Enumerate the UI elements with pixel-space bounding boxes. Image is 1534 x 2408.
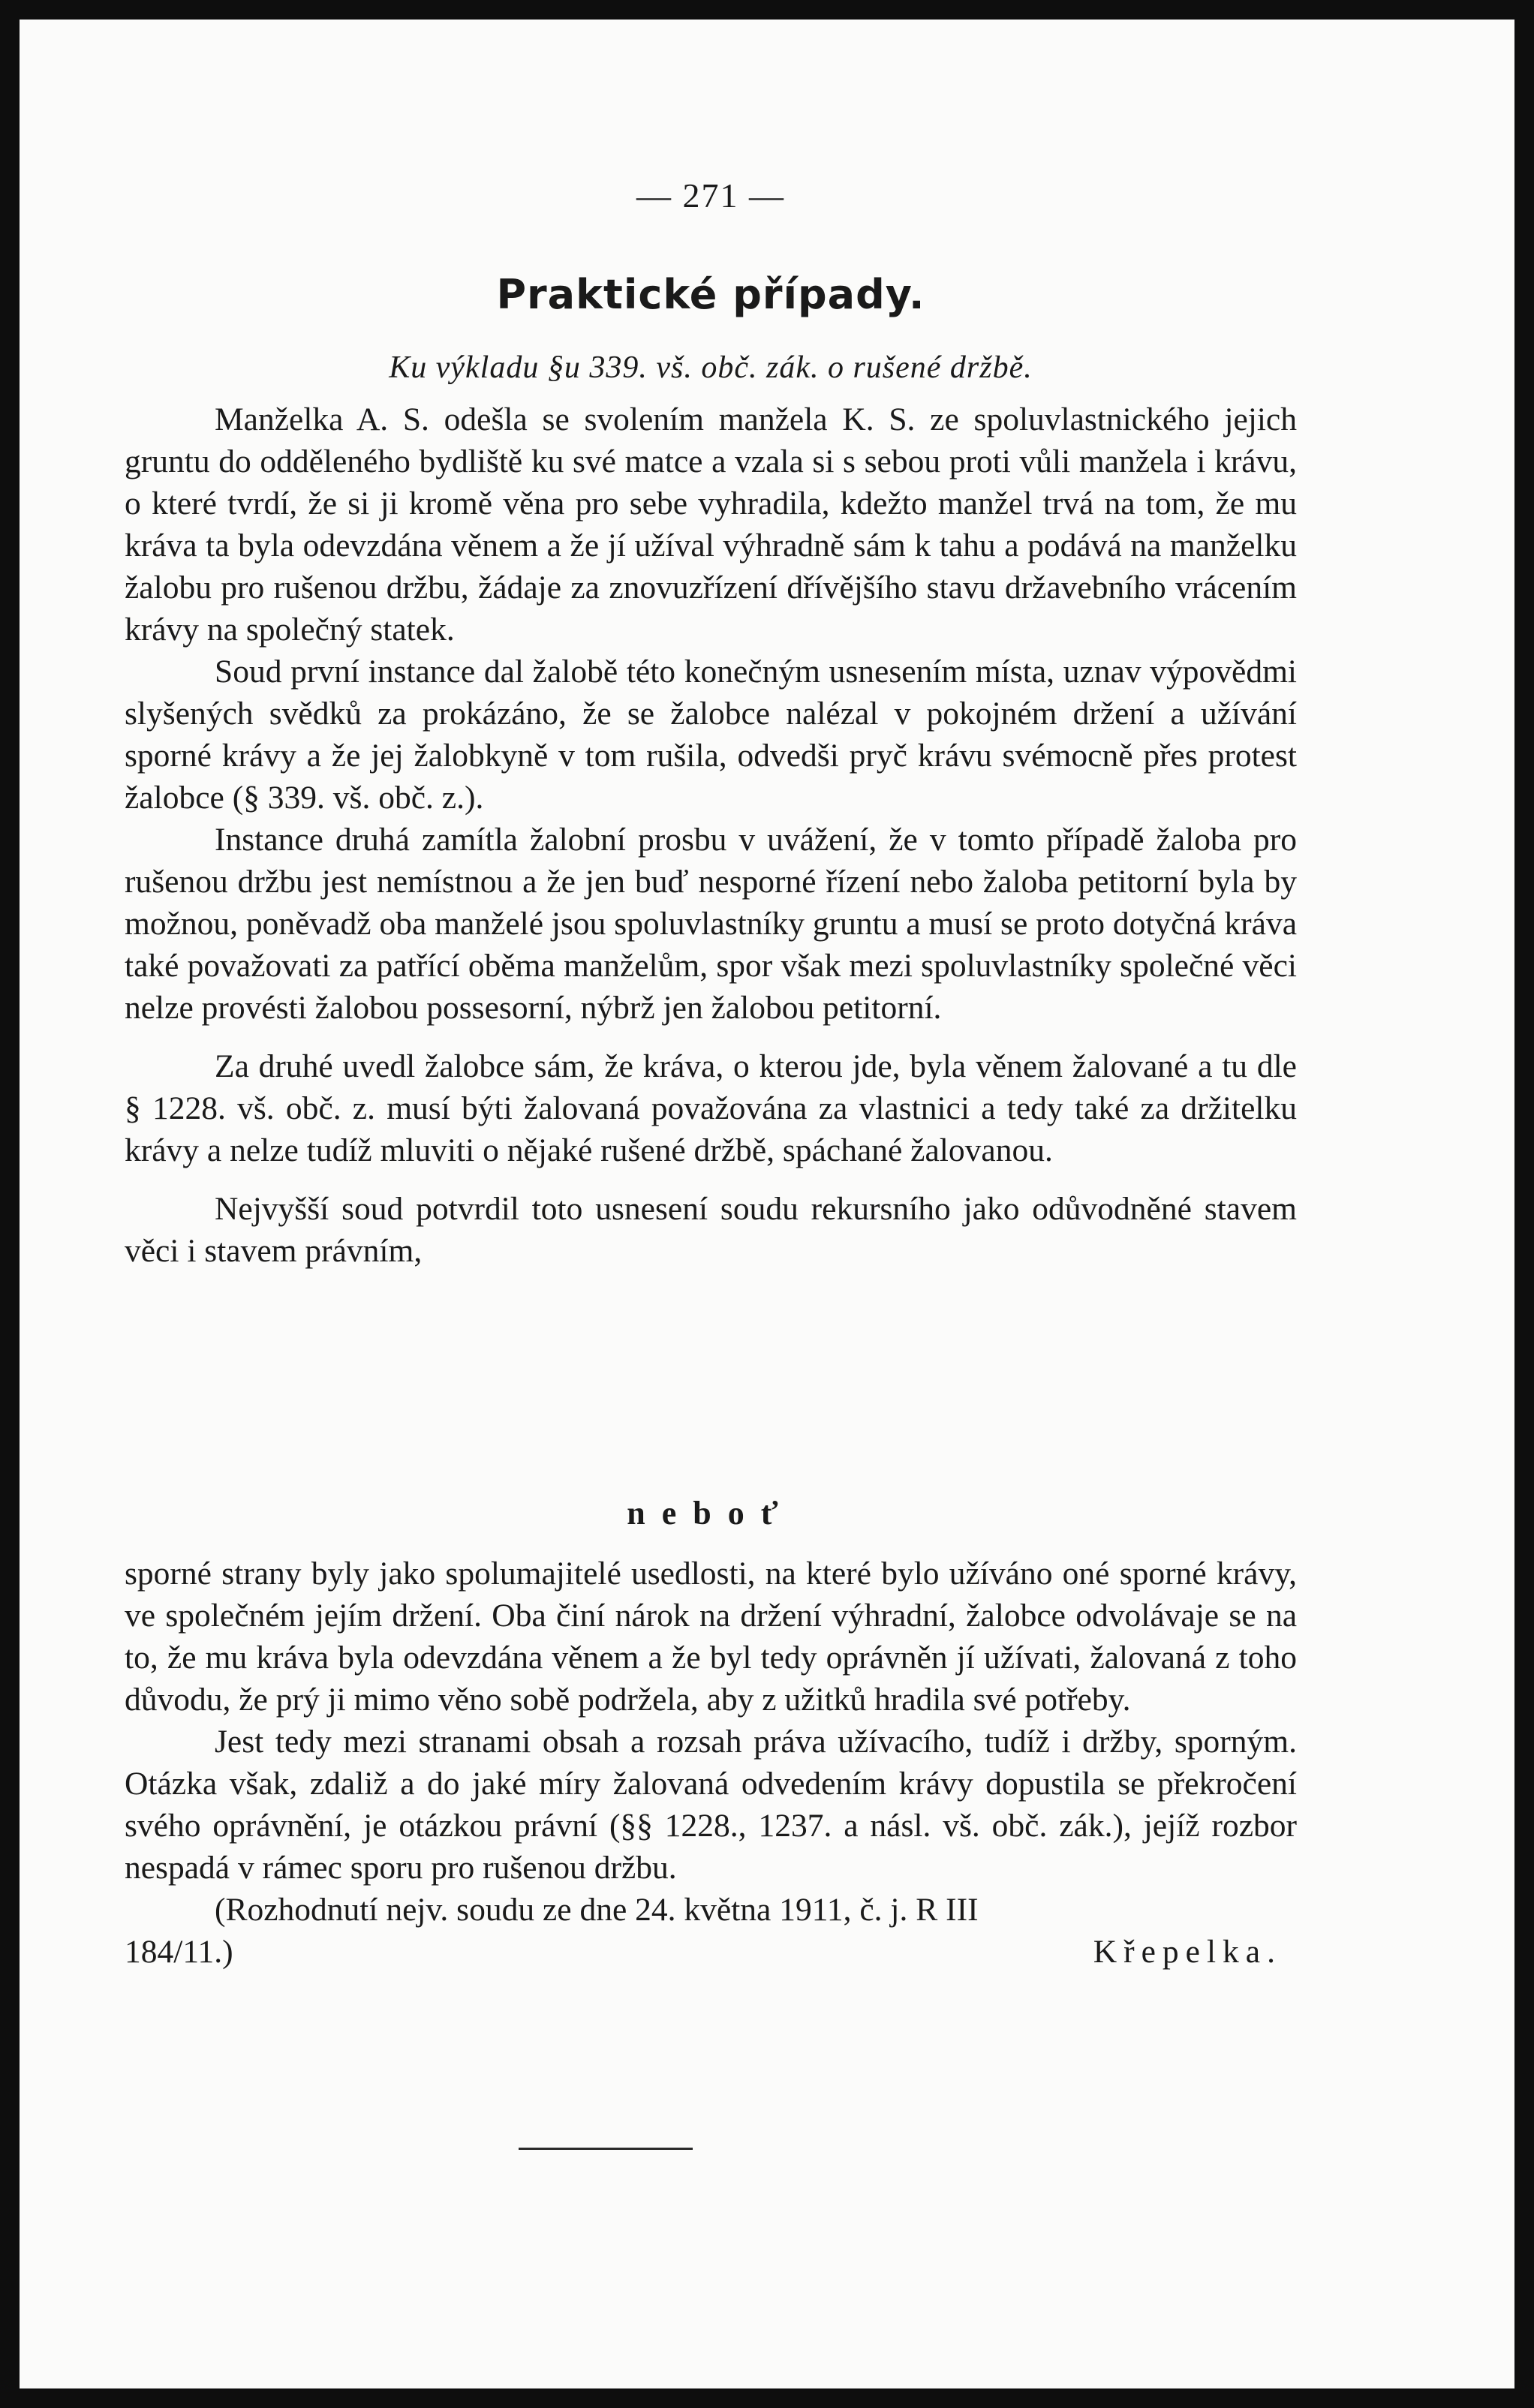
court-citation: (Rozhodnutí nejv. soudu ze dne 24. května 1911, č. j. R III [215,1892,979,1928]
paragraph: Instance druhá zamítla žalobní prosbu v uvážení, že v tomto případě žaloba pro rušenou držbu jest nemístnou a že jen buď nesporné řízení nebo žaloba petitorní byla by možnou, poněvadž oba manželé jsou spoluvlastníky gruntu a musí se proto dotyčná kráva také považovati za patřící oběma manželům, spor však mezi spoluvlastníky společné věci nelze provésti žalobou possesorní, nýbrž jen žalobou petitorní. [125,822,1298,1026]
paragraph: sporné strany byly jako spolumajitelé usedlosti, na které bylo užíváno oné sporné krávy, ve společném jejím držení. Oba činí nárok na držení výhradní, žalobce odvolávaje se na to, že mu kráva byla odevzdána věnem a že byl tedy oprávněn jí užívati, žalovaná z toho důvodu, že prý ji mimo věno sobě podržela, aby z užitků hradila své potřeby. [125,1556,1297,1718]
paragraph: Manželka A. S. odešla se svolením manžela K. S. ze spoluvlastnického jejich gruntu do odděleného bydliště ku své matce a vzala si s sebou proti vůli manžela i krávu, o které tvrdí, že si ji kromě věna pro sebe vyhradila, kdežto manžel trvá na tom, že mu kráva ta byla odevzdána věnem a že jí užíval výhradně sám k tahu a podává na manželku žalobu pro rušenou držbu, žádaje za znovuzřízení dřívějšího stavu državebního vrácením krávy na společný statek. [125,401,1297,648]
citation-reference: 184/11.) [125,1934,233,1970]
end-rule-divider [519,2148,693,2150]
signature-row [125,1931,1297,1973]
body-text-part-2 [125,1553,1297,1973]
paragraph: Nejvyšší soud potvrdil toto usnesení soudu rekursního jako odůvodněné stavem věci i stavem právním, [125,1191,1297,1269]
book-page [20,20,1514,2388]
author-name: Křepelka. [1093,1934,1282,1970]
paragraph: Jest tedy mezi stranami obsah a rozsah práva užívacího, tudíž i držby, sporným. Otázka však, zdaliž a do jaké míry žalovaná odvedením krávy dopustila se překročení svého oprávnění, je otázkou právní (§§ 1228., 1237. a násl. vš. obč. zák.), jejíž rozbor nespadá v rámec sporu pro rušenou držbu. [125,1724,1297,1886]
paragraph: Soud první instance dal žalobě této konečným usnesením místa, uznav výpovědmi slyšených svědků za prokázáno, že se žalobce nalézal v pokojném držení a užívání sporné krávy a že jej žalobkyně v tom rušila, odvedši pryč krávu svémocně přes protest žalobce (§ 339. vš. obč. z.). [125,654,1297,816]
subheading: Ku výkladu §u 339. vš. obč. zák. o rušené držbě. [389,350,1033,385]
page-number: — 271 — [636,176,785,215]
body-text-part-1 [125,398,1297,1272]
paragraph: Za druhé uvedl žalobce sám, že kráva, o kterou jde, byla věnem žalované a tu dle § 1228. vš. obč. z. musí býti žalovaná považována za vlastnici a tedy také za držitelku krávy a nelze tudíž mluviti o nějaké rušené držbě, spáchané žalovanou. [125,1048,1297,1168]
spaced-word-neboť: neboť [627,1495,795,1532]
page-heading: Praktické případy. [496,271,925,318]
